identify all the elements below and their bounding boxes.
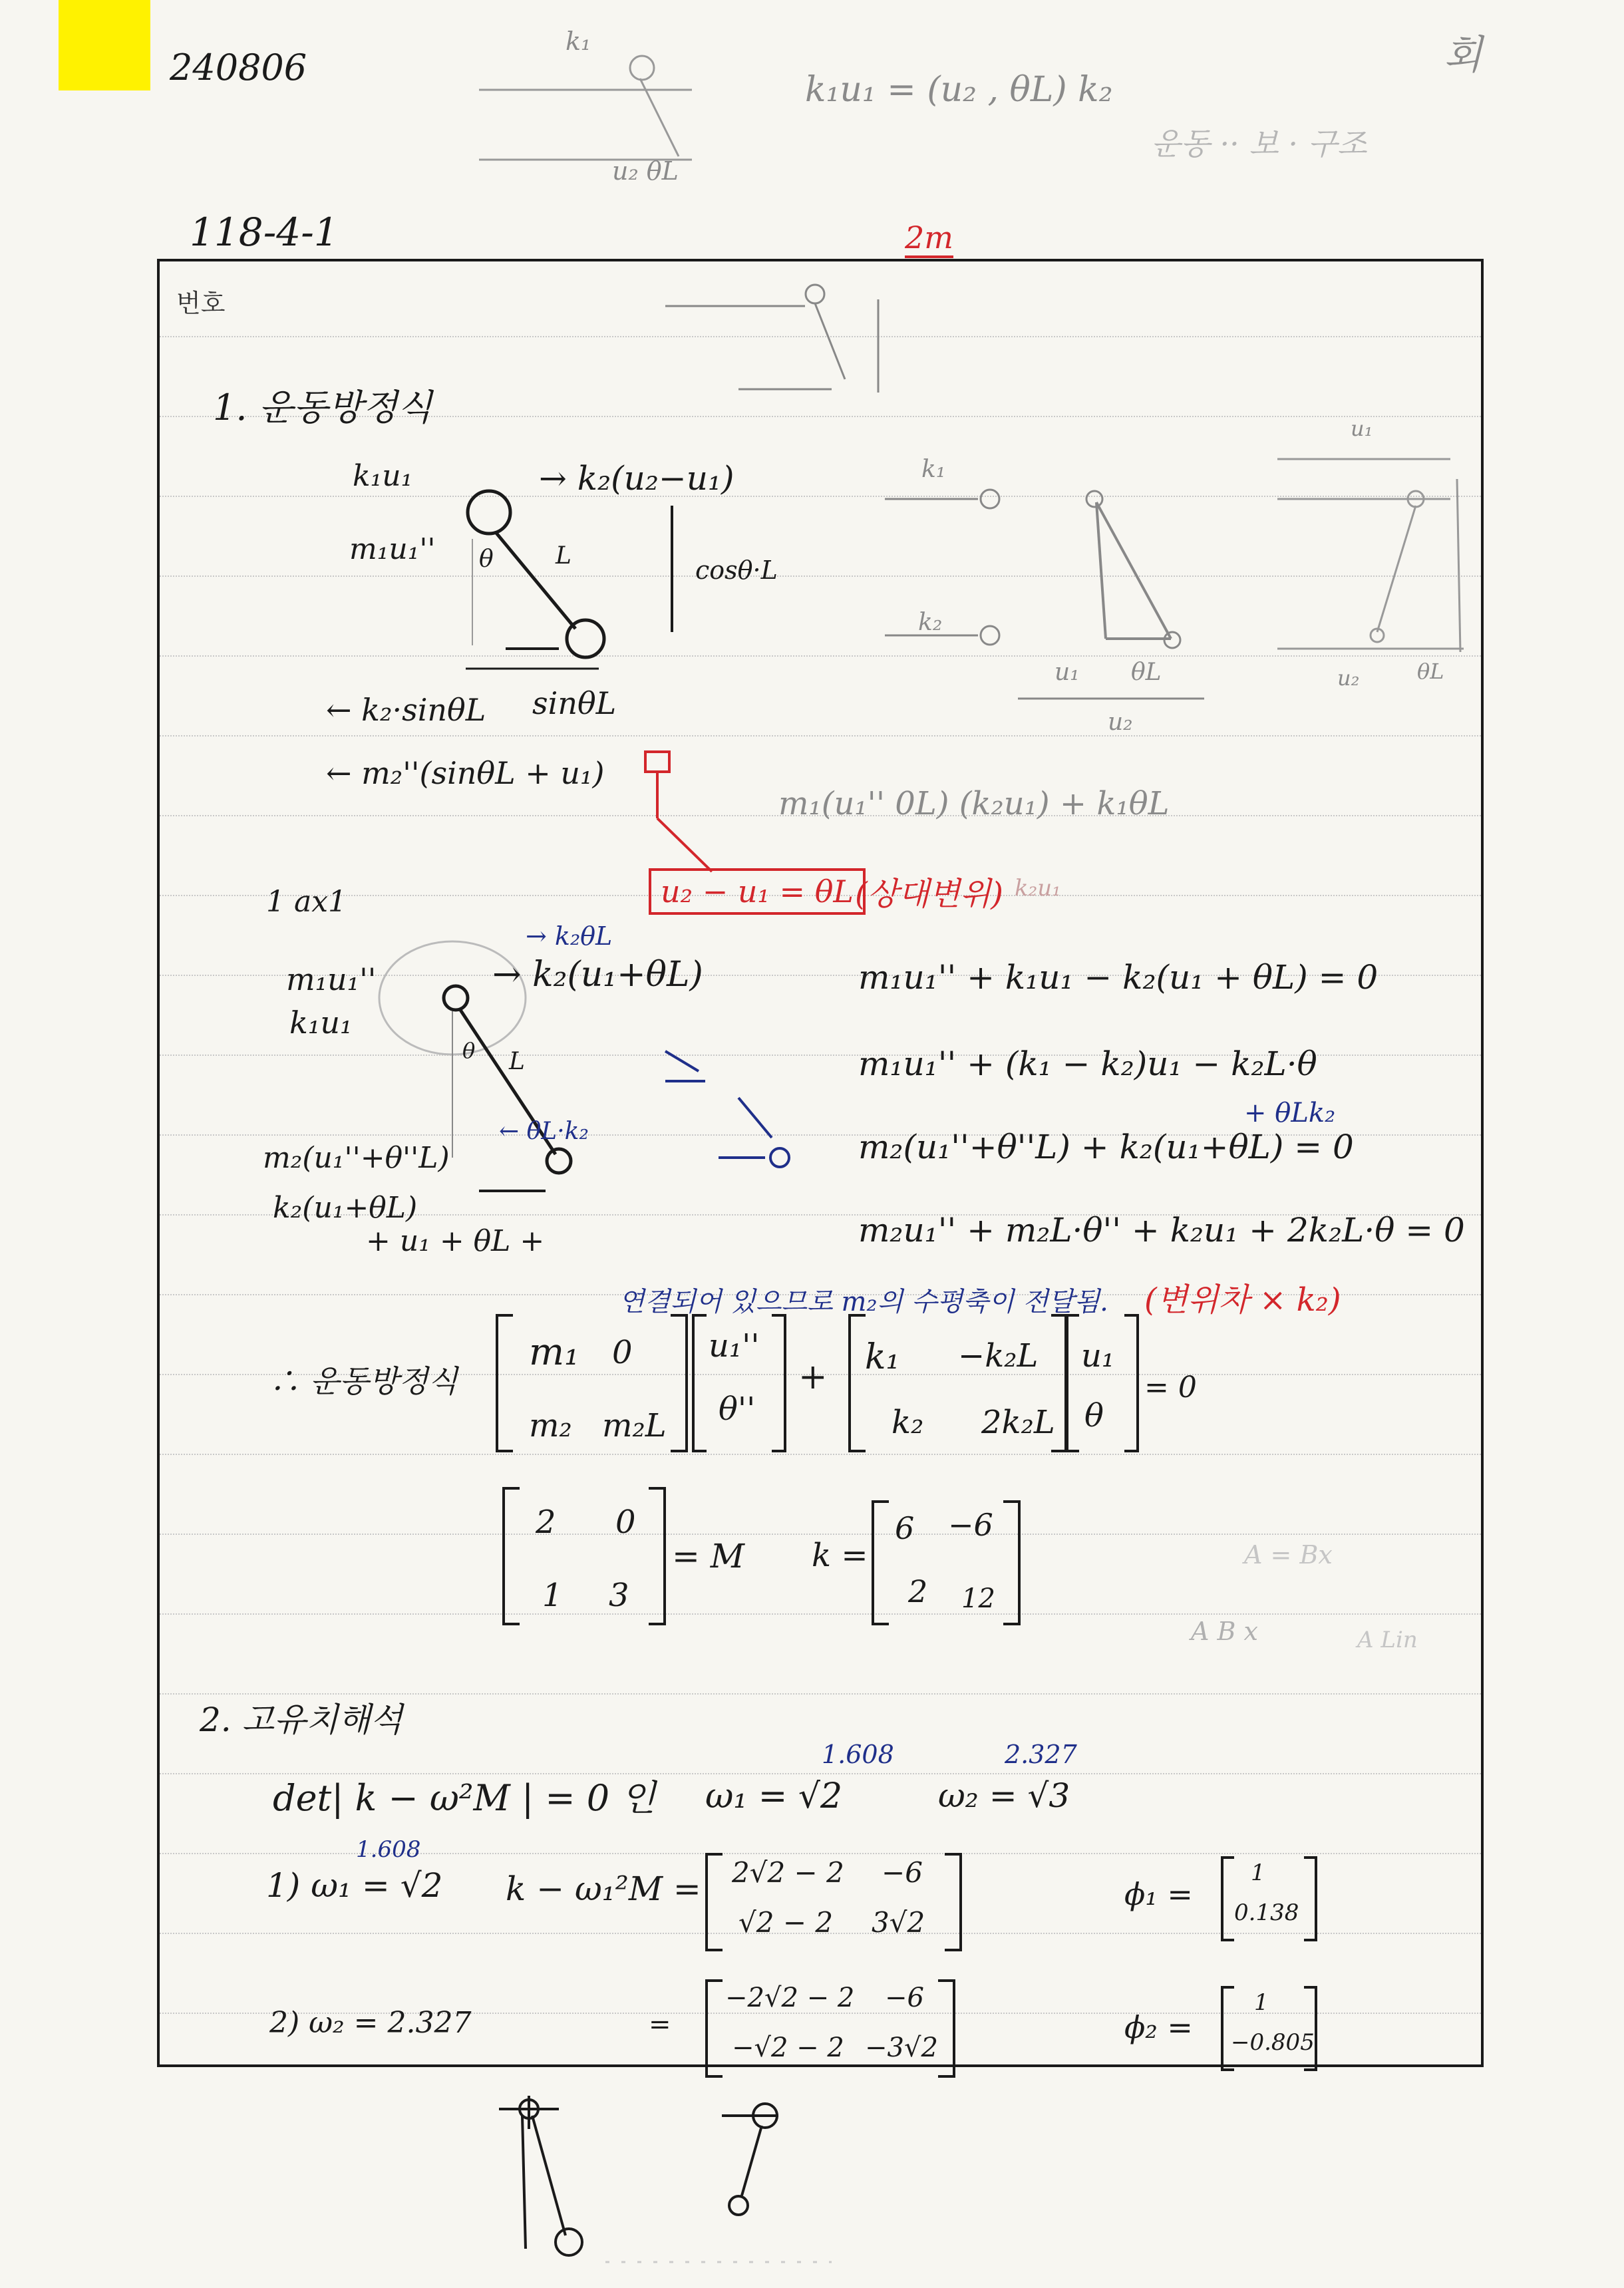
gray-equation: m₁(u₁'' 0L) (k₂u₁) + k₁θL: [778, 785, 1170, 822]
ruled-line: [160, 1613, 1481, 1615]
fbd-top-spring-force: → k₂(u₂−u₁): [539, 459, 734, 498]
fbd-top-theta: θ: [479, 546, 494, 573]
omega2-value: 2.327: [1005, 1740, 1077, 1769]
vec-acc-bracket-right: [772, 1314, 786, 1452]
num-M-11: 2: [536, 1504, 556, 1541]
red-paren-note: (변위차 × k₂): [1144, 1281, 1341, 1319]
field-label: 번호: [176, 289, 226, 318]
num-M-bracket-left: [502, 1487, 520, 1625]
red-tail: k₂u₁: [1015, 875, 1061, 901]
mat1-bracket-left: [705, 1853, 723, 1951]
date-label: 240806: [170, 47, 307, 88]
topsketch-k1-label: k₁: [566, 27, 591, 56]
fbd-top-k1u1: k₁u₁: [353, 459, 413, 493]
case2-label: 2) ω₂ = 2.327: [269, 2006, 472, 2040]
red-pointer-diagram: [639, 745, 772, 878]
mat2-21: −√2 − 2: [732, 2033, 844, 2063]
fbd-bottom-force: ← θL·k₂: [499, 1118, 589, 1145]
mat2-bracket-right: [938, 1979, 955, 2078]
num-M-12: 0: [615, 1504, 636, 1541]
mat2-11: −2√2 − 2: [725, 1983, 855, 2013]
fbd-bottom-length: L: [509, 1048, 525, 1075]
matrix-K-22: 2k₂L: [981, 1404, 1055, 1441]
right-sketch-u1: u₁: [1055, 659, 1080, 686]
pencil-sketch-top: [659, 259, 898, 419]
fbd-top-m1u1: m₁u₁'': [349, 532, 436, 566]
phi2-vec-1: 1: [1254, 1989, 1269, 2016]
phi2-label: ϕ₂ =: [1124, 2009, 1193, 2045]
fbd-bottom-theta: θ: [462, 1038, 476, 1063]
k-label: k =: [812, 1537, 868, 1574]
margin-note-3: A Lin: [1357, 1627, 1418, 1653]
fbd-bottom-m2: m₂(u₁''+θ''L): [263, 1141, 450, 1175]
margin-note-2: A B x: [1191, 1617, 1258, 1646]
equation-annotation: + θLk₂: [1244, 1098, 1336, 1128]
section2-title: 2. 고유치해석: [200, 1701, 403, 1739]
matrix-K-21: k₂: [892, 1404, 924, 1441]
right-pencil-sketch: [878, 426, 1477, 732]
phi1-bracket-left: [1221, 1856, 1234, 1941]
eq-sign: =: [649, 2009, 671, 2040]
mode-shape-sketches: [486, 2089, 832, 2275]
ruled-line: [160, 1534, 1481, 1535]
plus-sign: +: [798, 1357, 828, 1397]
connected-note: 연결되어 있으므로 m₂의 수평축이 전달됨.: [619, 1287, 1108, 1317]
equals-zero: = 0: [1144, 1371, 1197, 1404]
vec-disp-bracket-left: [1064, 1314, 1079, 1452]
equation-3: m₂(u₁''+θ''L) + k₂(u₁+θL) = 0: [858, 1128, 1354, 1166]
num-K-bracket-right: [1003, 1500, 1021, 1625]
right-sketch-k1: k₁: [921, 456, 946, 483]
phi1-bracket-right: [1304, 1856, 1317, 1941]
right-sketch-u2-far: u₂: [1337, 665, 1360, 691]
fbd-top-sin: sinθL: [532, 685, 617, 721]
mat2-bracket-left: [705, 1979, 723, 2078]
ruled-line: [160, 1454, 1481, 1455]
top-equation: k₁u₁ = (u₂ , θL) k₂: [805, 70, 1113, 110]
mat1-12: −6: [882, 1856, 923, 1889]
omega1-expr: ω₁ = √2: [705, 1776, 843, 1816]
case1-value: 1.608: [356, 1836, 421, 1863]
mat1-22: 3√2: [872, 1906, 925, 1939]
ruled-line: [160, 735, 1481, 736]
right-sketch-thetaL-far: θL: [1417, 659, 1444, 684]
red-boxed-equation: u₂ − u₁ = θL: [649, 868, 866, 915]
phi2-vec-2: −0.805: [1231, 2029, 1315, 2056]
matrix-M-21: m₂: [529, 1407, 572, 1444]
margin-note-1: A = Bx: [1244, 1540, 1333, 1569]
mat2-12: −6: [885, 1983, 924, 2013]
fbd-top-cos: cosθ·L: [695, 556, 778, 585]
num-M-bracket-right: [649, 1487, 666, 1625]
red-label: 2m: [905, 220, 953, 258]
right-sketch-k2: k₂: [918, 609, 943, 636]
phi1-label: ϕ₁ =: [1124, 1876, 1193, 1912]
fbd-top-m2: ← m₂''(sinθL + u₁): [326, 755, 605, 791]
right-sketch-u1-far: u₁: [1351, 416, 1373, 441]
equation-4: m₂u₁'' + m₂L·θ'' + k₂u₁ + 2k₂L·θ = 0: [858, 1211, 1465, 1249]
phi2-bracket-left: [1221, 1986, 1234, 2071]
matrix-M-22: m₂L: [602, 1407, 667, 1444]
num-K-11: 6: [895, 1510, 915, 1546]
mat1-11: 2√2 − 2: [732, 1856, 844, 1889]
phi2-bracket-right: [1304, 1986, 1317, 2071]
equals-M: = M: [672, 1537, 744, 1575]
small-label: 1 ax1: [266, 885, 347, 919]
omega2-expr: ω₂ = √3: [938, 1776, 1070, 1815]
right-sketch-thetaL: θL: [1131, 659, 1162, 686]
fbd-bottom-k2thetaL: → k₂θL: [526, 921, 613, 951]
top-right-note: 회: [1444, 32, 1482, 79]
mat1-21: √2 − 2: [738, 1906, 834, 1939]
problem-number: 118-4-1: [190, 210, 339, 255]
fbd-top-k2sin: ← k₂·sinθL: [326, 692, 486, 728]
vec-acc-1: u₁'': [709, 1327, 760, 1365]
matrix-K-11: k₁: [865, 1337, 900, 1377]
matrix-M-bracket-right: [671, 1314, 688, 1452]
num-K-12: −6: [948, 1507, 993, 1543]
vec-acc-bracket-left: [692, 1314, 707, 1452]
num-K-bracket-left: [872, 1500, 889, 1625]
num-K-22: 12: [961, 1583, 995, 1614]
matrix-M-bracket-left: [496, 1314, 513, 1452]
red-note: (상대변위): [855, 876, 1003, 913]
top-right-faint-note: 운동 ·· 보 · 구조: [1151, 126, 1367, 162]
equation-2: m₁u₁'' + (k₁ − k₂)u₁ − k₂L·θ: [858, 1045, 1317, 1083]
matrix-M-11: m₁: [529, 1331, 579, 1374]
num-M-22: 3: [609, 1577, 629, 1614]
fbd-top-diagram: [346, 479, 692, 692]
fbd-bottom-m1u1: m₁u₁'': [286, 961, 377, 997]
fbd-top-length: L: [556, 542, 571, 570]
right-sketch-u2: u₂: [1108, 709, 1133, 736]
phi1-vec-2: 0.138: [1234, 1899, 1299, 1926]
num-K-21: 2: [908, 1573, 928, 1609]
num-M-21: 1: [542, 1577, 563, 1614]
vec-disp-bracket-right: [1124, 1314, 1139, 1452]
omega1-value: 1.608: [822, 1740, 894, 1769]
mat2-22: −3√2: [865, 2033, 938, 2063]
matrix-K-bracket-left: [848, 1314, 866, 1452]
fbd-bottom-k1u1: k₁u₁: [289, 1005, 353, 1041]
section1-title: 1. 운동방정식: [213, 387, 432, 428]
vec-acc-2: θ'': [719, 1390, 756, 1428]
mat1-bracket-right: [945, 1853, 962, 1951]
fbd-bottom-sum: + u₁ + θL +: [366, 1224, 545, 1258]
top-pencil-sketch: [466, 27, 719, 200]
case1-label: 1) ω₁ = √2: [266, 1866, 443, 1905]
equation-1: m₁u₁'' + k₁u₁ − k₂(u₁ + θL) = 0: [858, 958, 1379, 997]
vec-disp-1: u₁: [1081, 1337, 1115, 1375]
therefore-label: ∴ 운동방정식: [269, 1363, 458, 1399]
phi1-vec-1: 1: [1251, 1860, 1265, 1886]
matrix-M-12: 0: [612, 1334, 633, 1371]
matrix-K-12: −k₂L: [958, 1337, 1039, 1375]
sticky-note: [59, 0, 150, 90]
topsketch-u2-label: u₂ θL: [612, 156, 679, 186]
fbd-bottom-k2: k₂(u₁+θL): [273, 1191, 418, 1225]
vec-disp-2: θ: [1084, 1397, 1104, 1434]
det-equation: det| k − ω²M | = 0 인: [273, 1777, 656, 1819]
fbd-bottom-spring: → k₂(u₁+θL): [492, 955, 703, 995]
k-minus-label: k − ω₁²M =: [506, 1870, 701, 1908]
